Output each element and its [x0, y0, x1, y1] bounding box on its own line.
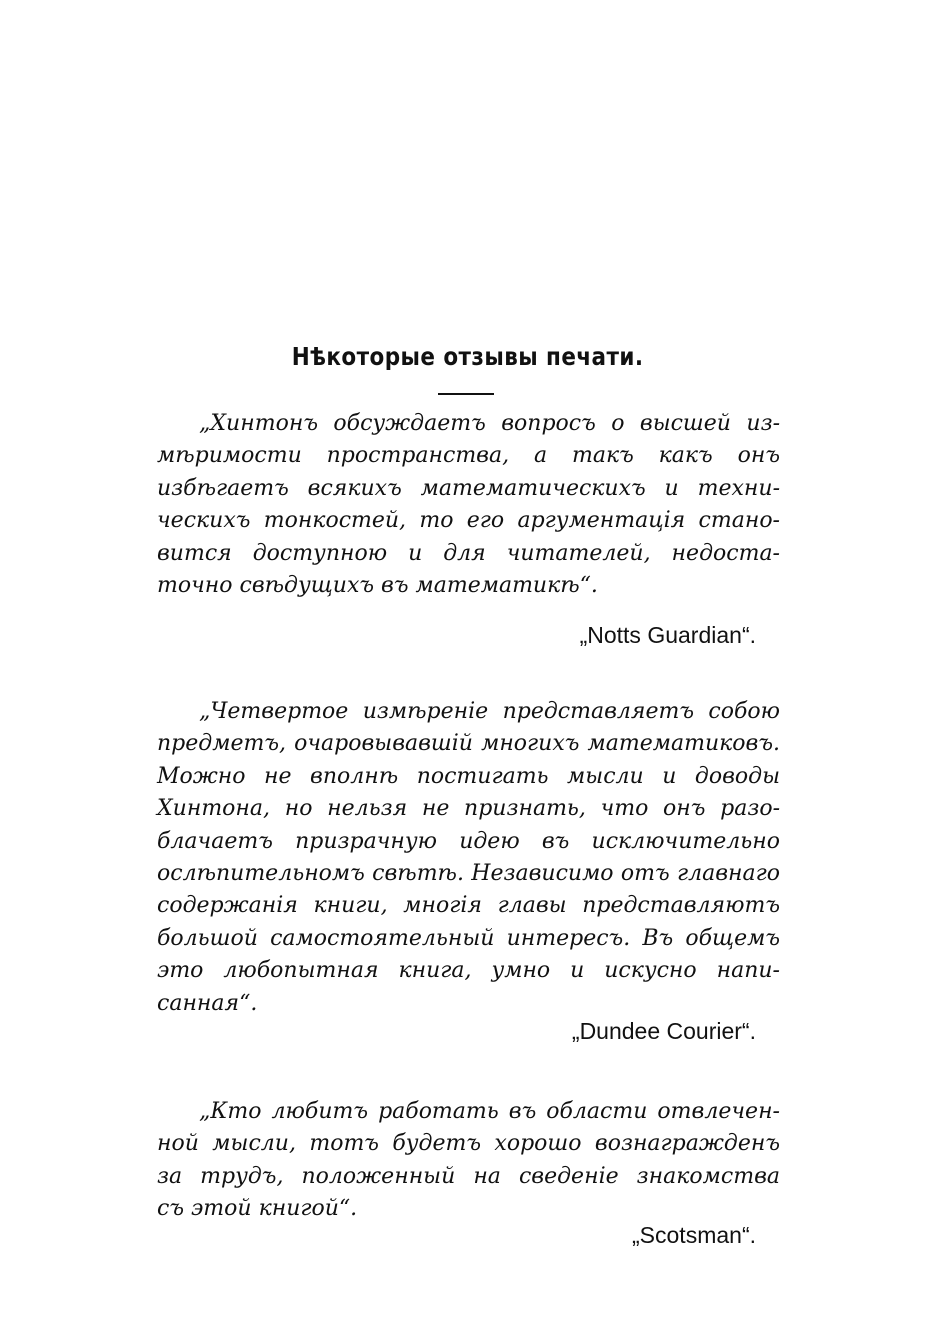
review-line: точно свѣдущихъ въ математикѣ“.	[157, 572, 598, 598]
review-line: большой самостоятельный интересъ. Въ общемъ	[157, 925, 780, 951]
review-source-1: „Notts Guardian“.	[579, 622, 756, 648]
page-title: Нѣкоторые отзывы печати.	[291, 342, 644, 371]
review-quote-1	[157, 408, 780, 602]
review-line: мѣримости пространства, а такъ какъ онъ	[157, 443, 780, 469]
review-source-2: „Dundee Courier“.	[571, 1018, 756, 1044]
review-line: вится доступною и для читателей, недоста-	[157, 540, 780, 566]
review-line: ослѣпительномъ свѣтѣ. Независимо отъ главнаго	[157, 860, 780, 886]
review-quote-2	[157, 696, 780, 1020]
review-line: блачаетъ призрачную идею въ исключительно	[157, 828, 780, 854]
review-line: ческихъ тонкостей, то его аргументація стано-	[157, 508, 780, 534]
review-line: за трудъ, положенный на сведеніе знакомства	[157, 1163, 780, 1189]
review-quote-3	[157, 1096, 780, 1226]
review-line: содержанія книги, многія главы представляютъ	[157, 893, 780, 919]
review-line: съ этой книгой“.	[157, 1196, 358, 1222]
review-source-3: „Scotsman“.	[632, 1222, 756, 1248]
review-line: „Хинтонъ обсуждаетъ вопросъ о высшей из-	[199, 411, 780, 436]
title-underline	[438, 393, 494, 395]
review-line: ной мысли, тотъ будетъ хорошо вознагражденъ	[157, 1131, 780, 1157]
review-line: предметъ, очаровывавшій многихъ математиковъ.	[157, 731, 780, 757]
review-line: Можно не вполнѣ постигать мысли и доводы	[157, 763, 780, 789]
review-line: это любопытная книга, умно и искусно напи-	[157, 958, 780, 984]
review-line: избѣгаетъ всякихъ математическихъ и техни-	[157, 475, 780, 501]
review-line: Хинтона, но нельзя не признать, что онъ разо-	[157, 796, 780, 822]
review-line: „Четвертое измѣреніе представляетъ собою	[199, 699, 780, 724]
review-line: санная“.	[157, 990, 258, 1016]
review-line: „Кто любитъ работать въ области отвлечен-	[199, 1099, 780, 1124]
